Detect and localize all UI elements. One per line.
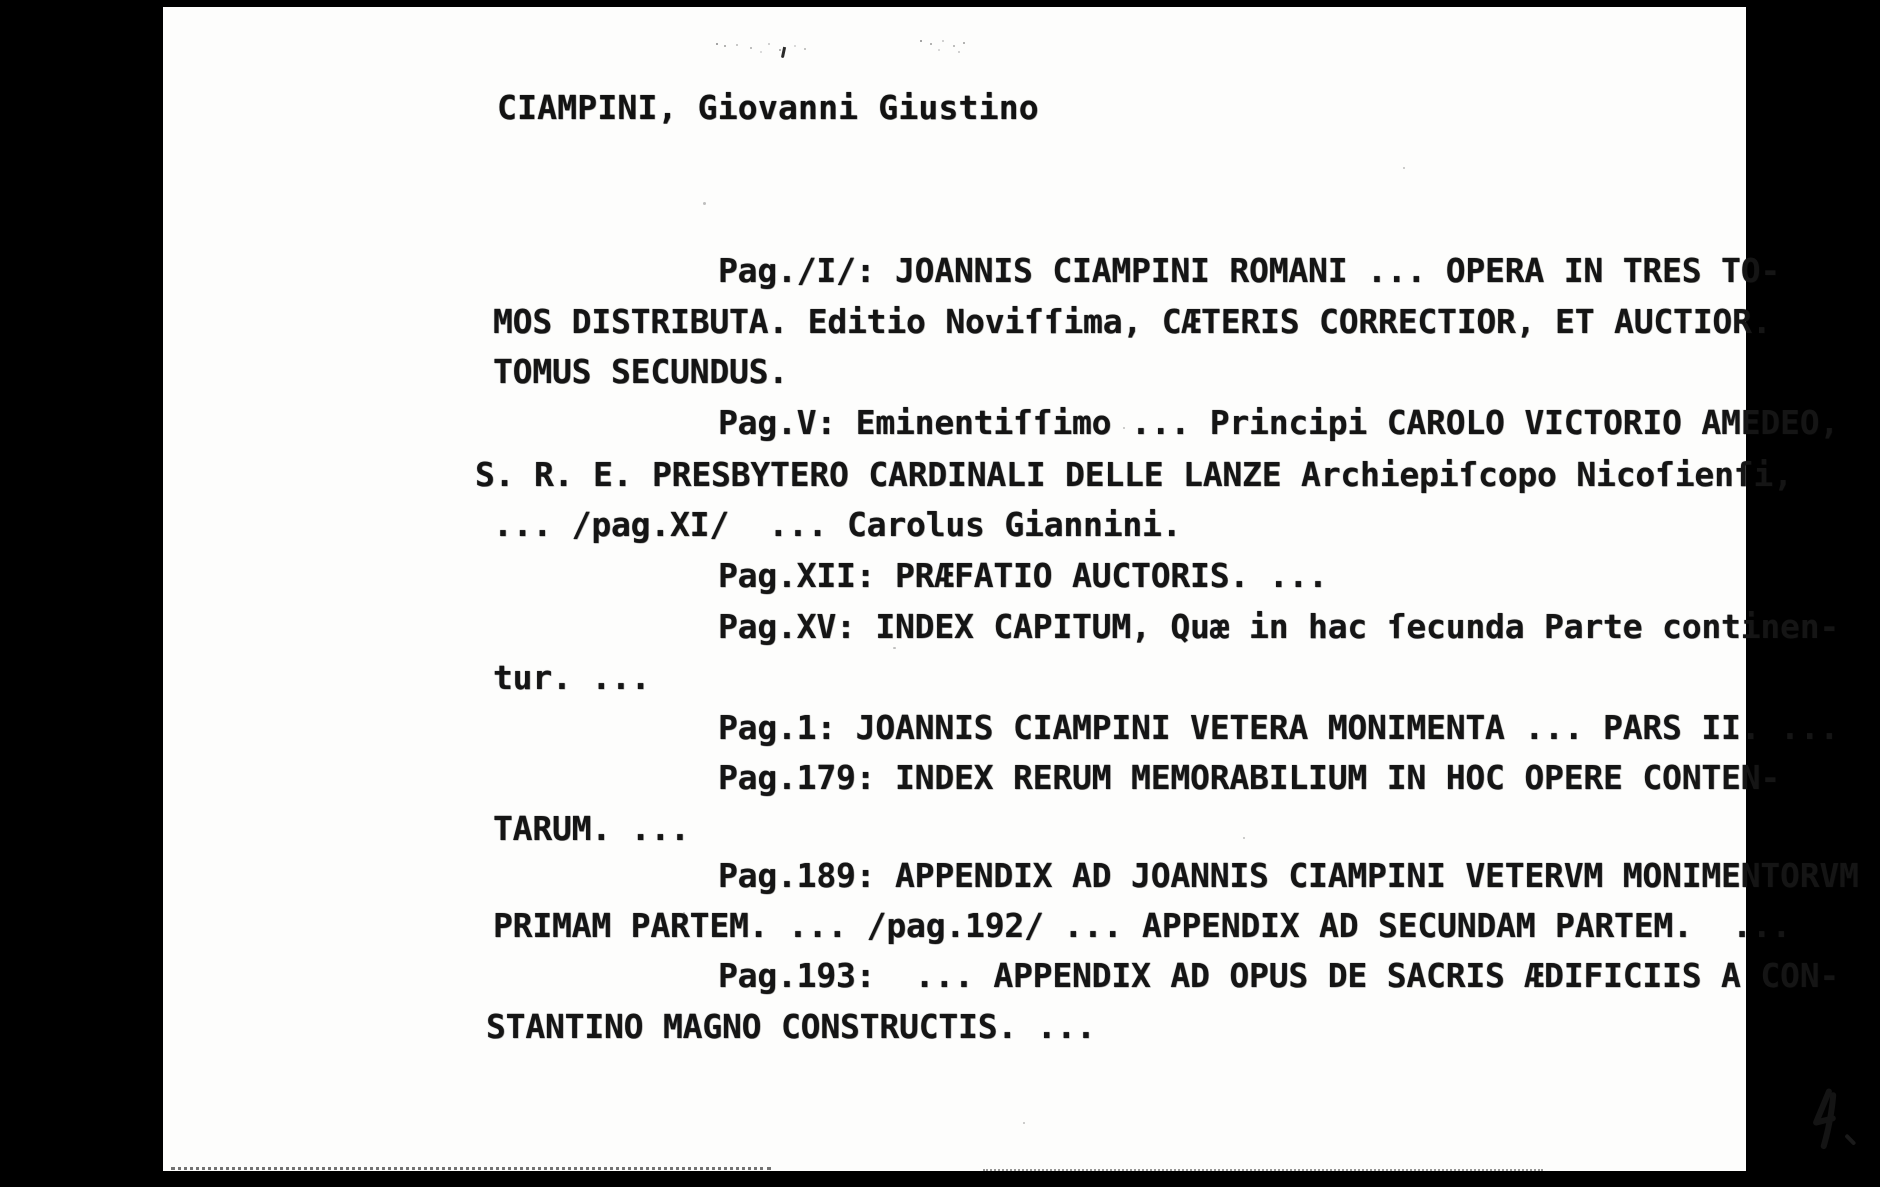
typescript-line: Pag.V: Eminentiſſimo ... Principi CAROLO VICTORIO AMEDEO,: [718, 403, 1840, 442]
author-heading: CIAMPINI, Giovanni Giustino: [497, 88, 1039, 127]
typescript-line: ... /pag.XI/ ... Carolus Giannini.: [493, 505, 1182, 544]
scan-smudge: [716, 43, 718, 45]
typescript-line: tur. ...: [493, 658, 651, 697]
scan-speck: [1123, 427, 1125, 429]
scan-artifact-comma: [781, 47, 786, 58]
typescript-line: Pag./I/: JOANNIS CIAMPINI ROMANI ... OPERA IN TRES TO-: [718, 251, 1781, 290]
handwritten-page-number: [1804, 1083, 1873, 1159]
typescript-line: PRIMAM PARTEM. ... /pag.192/ ... APPENDIX AD SECUNDAM PARTEM. ...: [493, 906, 1792, 945]
scan-edge-noise: [171, 1167, 771, 1170]
scan-speck: [683, 912, 685, 915]
scan-smudge: [920, 40, 922, 42]
typescript-line: STANTINO MAGNO CONSTRUCTIS. ...: [486, 1007, 1096, 1046]
typescript-line: Pag.1: JOANNIS CIAMPINI VETERA MONIMENTA ... PARS II. ...: [718, 708, 1840, 747]
typescript-line: Pag.XII: PRÆFATIO AUCTORIS. ...: [718, 556, 1328, 595]
typescript-line: TOMUS SECUNDUS.: [493, 352, 789, 391]
scanned-page: [163, 7, 1859, 1171]
scan-speck: [1403, 167, 1405, 169]
typescript-line: Pag.179: INDEX RERUM MEMORABILIUM IN HOC OPERE CONTEN-: [718, 758, 1781, 797]
scan-speck: [893, 647, 896, 649]
scan-speck: [1023, 1122, 1025, 1124]
scan-edge-noise: [983, 1169, 1543, 1171]
typescript-line: Pag.193: ... APPENDIX AD OPUS DE SACRIS ÆDIFICIIS A CON-: [718, 956, 1840, 995]
scan-speck: [1243, 837, 1245, 839]
typescript-line: S. R. E. PRESBYTERO CARDINALI DELLE LANZE Archiepiſcopo Nicoſienſi,: [475, 455, 1793, 494]
typescript-line: TARUM. ...: [493, 809, 690, 848]
typescript-line: MOS DISTRIBUTA. Editio Noviſſima, CÆTERIS CORRECTIOR, ET AUCTIOR.: [493, 302, 1772, 341]
typescript-line: Pag.XV: INDEX CAPITUM, Quæ in hac ſecunda Parte continen-: [718, 607, 1840, 646]
scan-speck: [703, 202, 706, 205]
typescript-line: Pag.189: APPENDIX AD JOANNIS CIAMPINI VETERVM MONIMENTORVM: [718, 856, 1859, 895]
